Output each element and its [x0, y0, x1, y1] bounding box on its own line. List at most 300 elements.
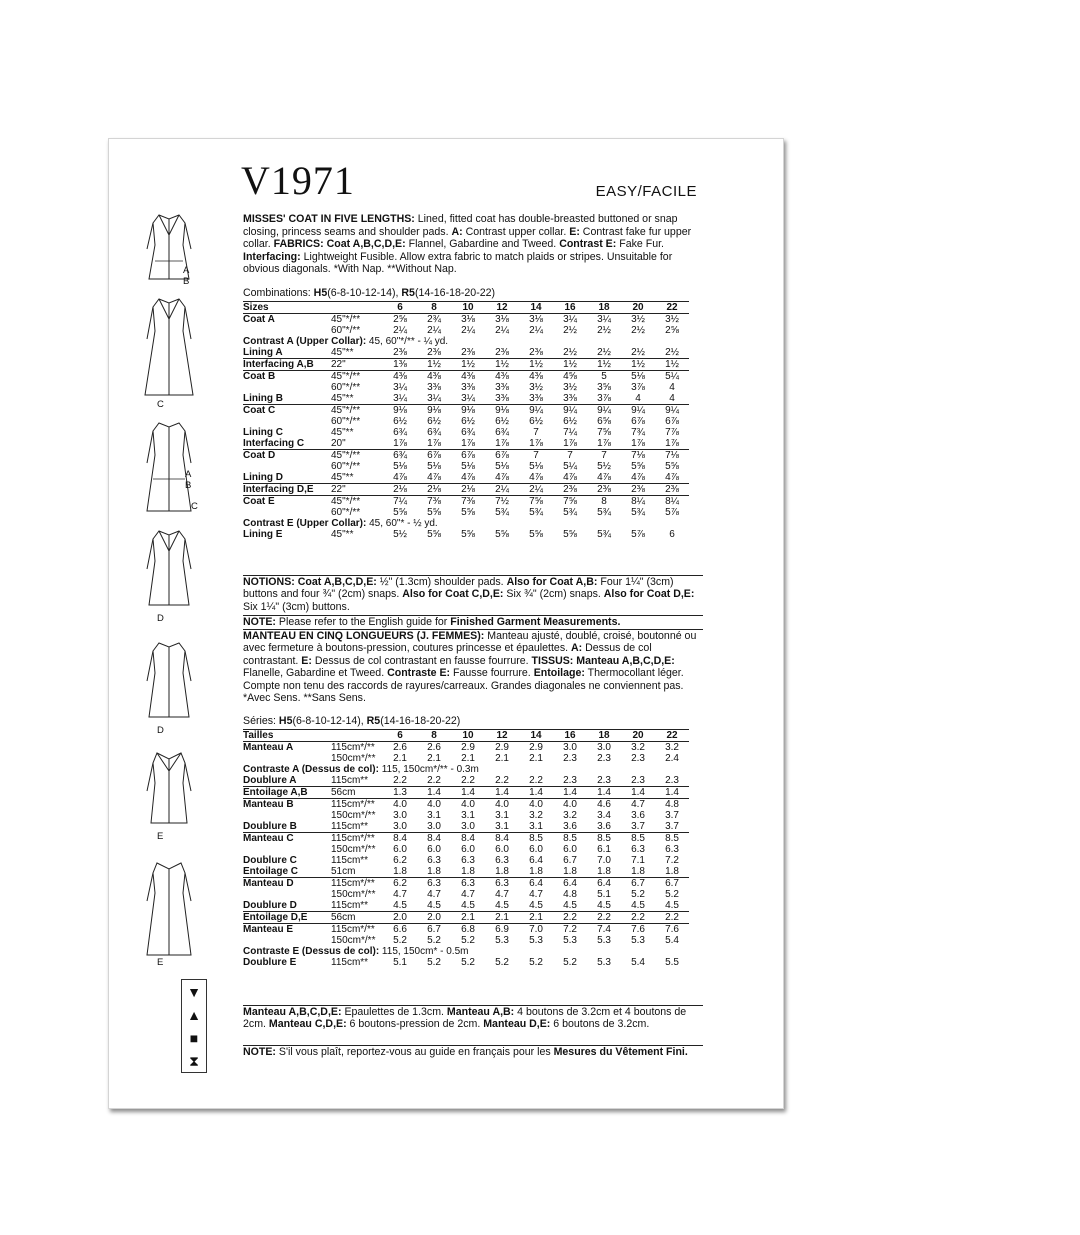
row-label: Entoilage A,B [243, 787, 308, 798]
yardage-cell: 4⅞ [665, 472, 679, 483]
yardage-cell: 4.7 [631, 799, 645, 810]
table-row [243, 753, 689, 764]
thumb-label: C [191, 501, 198, 512]
yardage-cell: 2⅜ [665, 484, 679, 495]
yardage-cell: 1½ [597, 359, 611, 370]
table-row [243, 325, 689, 336]
row-text: 45, 60"* - ½ yd. [366, 518, 438, 529]
size-header: 14 [530, 302, 542, 313]
yardage-cell: 1.4 [563, 787, 577, 798]
yardage-cell: 2.9 [461, 742, 475, 753]
yardage-cell: 6.3 [665, 844, 679, 855]
yardage-cell: 4⅞ [597, 472, 611, 483]
yardage-cell: 5.3 [563, 935, 577, 946]
yardage-cell: 4 [635, 393, 641, 404]
english-description: MISSES' COAT IN FIVE LENGTHS: Lined, fitted coat has double-breasted buttoned or snap closing, princess seams and shoulder pads. A: Contrast upper collar. E: Contrast fake fur upper collar. FABRICS: Coat A,B,C,D,E: Flannel, Gabardine and Tweed. Contrast E: Fake Fur. Interfacing: Lightweight Fusible. Allow extra fabric to match plaids or stripes. Unsuitable for obvious diagonals. *With Nap. **Without Nap. [243, 213, 692, 275]
row-text: 115, 150cm*/** - 0.3m [378, 764, 479, 775]
yardage-cell: 6.0 [427, 844, 441, 855]
table-row [243, 810, 689, 821]
yardage-cell: 2¼ [427, 325, 441, 336]
yardage-cell: 4.0 [495, 799, 509, 810]
yardage-cell: 6½ [495, 416, 509, 427]
yardage-cell: 4.5 [563, 900, 577, 911]
yardage-cell: 5.2 [427, 935, 441, 946]
yardage-cell: 6⅞ [461, 450, 475, 461]
yardage-cell: 3¼ [393, 382, 407, 393]
yardage-cell: 7.6 [631, 924, 645, 935]
table-row [243, 347, 689, 359]
yardage-cell: 8¼ [665, 496, 679, 507]
fabric-width: 45"** [331, 472, 354, 483]
yardage-cell: 1½ [563, 359, 577, 370]
table-row [243, 775, 689, 787]
yardage-cell: 1.4 [427, 787, 441, 798]
yardage-cell: 7¾ [631, 427, 645, 438]
yardage-cell: 3⅞ [597, 393, 611, 404]
yardage-cell: 1.8 [597, 866, 611, 877]
header-label: Tailles [243, 730, 274, 741]
row-label [243, 382, 331, 393]
fabric-width: 45"*/** [331, 450, 361, 461]
yardage-cell: 3.4 [597, 810, 611, 821]
yardage-cell: 6½ [393, 416, 407, 427]
yardage-cell: 1.8 [563, 866, 577, 877]
yardage-cell: 7⅞ [665, 427, 679, 438]
row-label: Doublure E [243, 957, 297, 968]
yardage-cell: 7 [533, 450, 539, 461]
yardage-cell: 5.2 [563, 957, 577, 968]
size-header: 20 [632, 302, 644, 313]
triangle-down-icon: ▼ [187, 983, 201, 1000]
size-header: 18 [598, 302, 610, 313]
fabric-width: 60"*/** [331, 382, 361, 393]
yardage-cell: 3¼ [563, 314, 577, 325]
yardage-cell: 6.4 [529, 855, 543, 866]
yardage-cell: 7⅜ [427, 496, 441, 507]
yardage-cell: 3⅝ [597, 382, 611, 393]
yardage-cell: 9¼ [631, 405, 645, 416]
yardage-cell: 6.7 [427, 924, 441, 935]
yardage-cell: 8.5 [563, 833, 577, 844]
table-row [243, 336, 689, 347]
yardage-cell: 5⅝ [461, 529, 475, 540]
yardage-cell: 1⅞ [597, 438, 611, 449]
table-row [243, 507, 689, 518]
row-label [243, 507, 331, 518]
yardage-cell: 7⅜ [461, 496, 475, 507]
yardage-cell: 4 [669, 393, 675, 404]
fabric-width: 150cm*/** [331, 889, 376, 900]
fabric-width: 60"*/** [331, 416, 361, 427]
yardage-cell: 4⅞ [529, 472, 543, 483]
row-label: Contraste A (Dessus de col): [243, 764, 379, 775]
fabric-width: 115cm** [331, 855, 369, 866]
yardage-cell: 5.1 [393, 957, 407, 968]
row-label: Manteau A [243, 742, 294, 753]
yardage-cell: 6¾ [393, 450, 407, 461]
yardage-cell: 1½ [495, 359, 509, 370]
note-french: NOTE: S'il vous plaît, reportez-vous au guide en français pour les Mesures du Vêtement Fini. [243, 1045, 703, 1058]
table-row [243, 900, 689, 912]
size-header: 16 [564, 302, 576, 313]
yardage-cell: 6.0 [563, 844, 577, 855]
size-header: 8 [431, 302, 437, 313]
fabric-width: 56cm [331, 787, 356, 798]
yardage-cell: 2.2 [427, 775, 441, 786]
yardage-cell: 3.0 [597, 742, 611, 753]
yardage-cell: 7.1 [631, 855, 645, 866]
notions-french: Manteau A,B,C,D,E: Epaulettes de 1.3cm. Manteau A,B: 4 boutons de 3.2cm et 4 boutons de 2cm. Manteau C,D,E: 6 boutons-pression de 2cm. Manteau D,E: 6 boutons de 3.2cm. [243, 1005, 703, 1031]
yardage-cell: 5⅛ [427, 461, 441, 472]
yardage-cell: 3⅜ [461, 382, 475, 393]
yardage-cell: 2.9 [529, 742, 543, 753]
yardage-cell: 1.4 [631, 787, 645, 798]
yardage-cell: 4.5 [597, 900, 611, 911]
yardage-cell: 1.8 [631, 866, 645, 877]
row-label: Doublure A [243, 775, 297, 786]
fabric-width: 150cm*/** [331, 935, 376, 946]
fabric-width: 45"** [331, 529, 354, 540]
yardage-cell: 2.2 [631, 912, 645, 923]
yardage-cell: 2¼ [495, 484, 509, 495]
yardage-cell: 4⅜ [461, 371, 475, 382]
yardage-cell: 8.5 [631, 833, 645, 844]
yardage-cell: 1½ [631, 359, 645, 370]
fabric-width: 56cm [331, 912, 356, 923]
yardage-cell: 5¾ [597, 507, 611, 518]
yardage-cell: 2⅜ [529, 347, 543, 358]
yardage-cell: 2⅜ [563, 484, 577, 495]
yardage-cell: 3¼ [597, 314, 611, 325]
yardage-cell: 3½ [529, 382, 543, 393]
yardage-cell: 3¼ [461, 393, 475, 404]
coat-abc-back-thumbnail [129, 419, 209, 524]
fabric-width: 150cm*/** [331, 753, 376, 764]
yardage-cell: 6.2 [393, 855, 407, 866]
yardage-cell: 6⅞ [495, 450, 509, 461]
yardage-cell: 2.3 [563, 753, 577, 764]
yardage-cell: 6.3 [427, 855, 441, 866]
yardage-cell: 7⅝ [563, 496, 577, 507]
yardage-cell: 6⅞ [665, 416, 679, 427]
yardage-cell: 4.5 [495, 900, 509, 911]
yardage-cell: 4.7 [529, 889, 543, 900]
yardage-cell: 2¼ [529, 484, 543, 495]
size-header: 22 [666, 302, 678, 313]
yardage-cell: 3¼ [427, 393, 441, 404]
yardage-cell: 5.3 [597, 935, 611, 946]
yardage-cell: 4⅜ [529, 371, 543, 382]
row-label: Coat B [243, 371, 276, 382]
yardage-cell: 4.5 [665, 900, 679, 911]
yardage-cell: 4⅞ [461, 472, 475, 483]
yardage-cell: 6⅞ [427, 450, 441, 461]
yardage-cell: 6.4 [529, 878, 543, 889]
yardage-cell: 1⅞ [529, 438, 543, 449]
yardage-cell: 4.5 [393, 900, 407, 911]
fabric-width: 45"*/** [331, 496, 361, 507]
fabric-width: 150cm*/** [331, 810, 376, 821]
table-row [243, 924, 689, 936]
yardage-cell: 2.0 [427, 912, 441, 923]
yardage-cell: 8.5 [665, 833, 679, 844]
yardage-cell: 5⅝ [427, 507, 441, 518]
size-header: 20 [632, 730, 644, 741]
yardage-cell: 1½ [461, 359, 475, 370]
yardage-cell: 6.7 [665, 878, 679, 889]
yardage-cell: 4⅞ [393, 472, 407, 483]
square-icon: ■ [189, 1029, 199, 1046]
yardage-cell: 2.3 [665, 775, 679, 786]
yardage-cell: 1½ [427, 359, 441, 370]
table-row [243, 405, 689, 417]
yardage-cell: 6.8 [461, 924, 475, 935]
yardage-cell: 6.1 [597, 844, 611, 855]
yardage-cell: 5⅝ [631, 461, 645, 472]
table-row [243, 742, 689, 754]
yardage-cell: 5.1 [597, 889, 611, 900]
thumb-label: D [157, 725, 164, 736]
yardage-cell: 9¼ [529, 405, 543, 416]
yardage-cell: 3.0 [461, 821, 475, 832]
yardage-cell: 2⅜ [495, 347, 509, 358]
yardage-cell: 4⅜ [495, 371, 509, 382]
yardage-cell: 3.1 [495, 810, 509, 821]
yardage-cell: 2.1 [427, 753, 441, 764]
fabric-width: 60"*/** [331, 325, 361, 336]
fabric-width: 22" [331, 359, 346, 370]
row-label: Manteau C [243, 833, 294, 844]
size-header: 18 [598, 730, 610, 741]
row-label: Doublure B [243, 821, 297, 832]
yardage-cell: 5¾ [597, 529, 611, 540]
yardage-cell: 6.3 [495, 878, 509, 889]
yardage-cell: 3.1 [427, 810, 441, 821]
row-text: 115, 150cm* - 0.5m [379, 946, 469, 957]
yardage-cell: 1⅞ [665, 438, 679, 449]
yardage-cell: 4.7 [393, 889, 407, 900]
yardage-cell: 4.0 [427, 799, 441, 810]
table-row [243, 821, 689, 833]
yardage-cell: 5.3 [631, 935, 645, 946]
symbol-legend [181, 979, 207, 1073]
thumb-label: D [157, 613, 164, 624]
yardage-cell: 3.2 [529, 810, 543, 821]
yardage-cell: 4.5 [461, 900, 475, 911]
pattern-number: V1971 [241, 158, 355, 203]
yardage-cell: 3.0 [393, 821, 407, 832]
yardage-cell: 2.1 [393, 753, 407, 764]
yardage-cell: 3.2 [631, 742, 645, 753]
thumb-label: C [157, 399, 164, 410]
fabric-width: 115cm** [331, 775, 369, 786]
row-label [243, 753, 331, 764]
yardage-cell: 9¼ [597, 405, 611, 416]
fabric-width: 150cm*/** [331, 844, 376, 855]
yardage-cell: 5⅝ [393, 507, 407, 518]
table-row [243, 393, 689, 405]
yardage-cell: 6.9 [495, 924, 509, 935]
description-title: MISSES' COAT IN FIVE LENGTHS: [243, 213, 415, 225]
yardage-cell: 9⅛ [427, 405, 441, 416]
row-label: Lining B [243, 393, 283, 404]
yardage-cell: 7⅛ [631, 450, 645, 461]
row-label [243, 844, 331, 855]
yardage-cell: 3½ [665, 314, 679, 325]
yardage-cell: 8¼ [631, 496, 645, 507]
yardage-cell: 3.6 [631, 810, 645, 821]
table-row [243, 764, 689, 775]
yardage-cell: 2.2 [597, 912, 611, 923]
yardage-cell: 7⅝ [597, 427, 611, 438]
fabric-width: 115cm*/** [331, 924, 375, 935]
yardage-cell: 7 [601, 450, 607, 461]
yardage-cell: 2.0 [393, 912, 407, 923]
yardage-cell: 1½ [665, 359, 679, 370]
yardage-cell: 3⅜ [495, 393, 509, 404]
yardage-cell: 4⅜ [427, 371, 441, 382]
yardage-cell: 1⅞ [461, 438, 475, 449]
yardage-cell: 7.6 [665, 924, 679, 935]
table-row [243, 472, 689, 484]
yardage-cell: 1⅜ [393, 359, 407, 370]
yardage-cell: 5¾ [529, 507, 543, 518]
yardage-cell: 9⅛ [461, 405, 475, 416]
yardage-cell: 2¼ [461, 325, 475, 336]
yardage-cell: 4⅞ [631, 472, 645, 483]
yardage-cell: 3.1 [461, 810, 475, 821]
yardage-cell: 4.0 [529, 799, 543, 810]
yardage-cell: 2½ [665, 347, 679, 358]
header-label: Sizes [243, 302, 269, 313]
triangle-up-icon: ▲ [187, 1006, 201, 1023]
yardage-cell: 6½ [461, 416, 475, 427]
yardage-cell: 6.0 [495, 844, 509, 855]
yardage-cell: 6.2 [393, 878, 407, 889]
size-header: 8 [431, 730, 437, 741]
yardage-cell: 2⅜ [631, 484, 645, 495]
yardage-cell: 5⅛ [529, 461, 543, 472]
yardage-cell: 3⅜ [563, 393, 577, 404]
row-label: Manteau E [243, 924, 294, 935]
fabric-width: 115cm** [331, 821, 369, 832]
thumb-label: B [183, 276, 190, 287]
yardage-cell: 4⅜ [393, 371, 407, 382]
yardage-cell: 6½ [563, 416, 577, 427]
yardage-cell: 2⅜ [461, 347, 475, 358]
table-row [243, 371, 689, 383]
row-label: Lining A [243, 347, 283, 358]
yardage-cell: 7 [533, 427, 539, 438]
yardage-cell: 2.1 [461, 912, 475, 923]
table-row [243, 518, 689, 529]
yardage-cell: 4.6 [597, 799, 611, 810]
yardage-cell: 6.0 [461, 844, 475, 855]
size-header: 10 [462, 730, 474, 741]
table-row [243, 359, 689, 371]
fabric-width: 45"*/** [331, 371, 361, 382]
yardage-cell: 5.2 [665, 889, 679, 900]
yardage-cell: 2⅛ [427, 484, 441, 495]
yardage-cell: 3⅜ [495, 382, 509, 393]
fabric-width: 115cm*/** [331, 878, 375, 889]
yardage-cell: 2⅛ [461, 484, 475, 495]
yardage-cell: 6.4 [563, 878, 577, 889]
yardage-cell: 7¼ [393, 496, 407, 507]
yardage-cell: 2.4 [665, 753, 679, 764]
fabric-width: 60"*/** [331, 507, 361, 518]
yardage-cell: 5⅝ [529, 529, 543, 540]
coat-d-thumbnail [129, 527, 209, 622]
yardage-cell: 4.7 [461, 889, 475, 900]
yardage-cell: 3⅜ [529, 393, 543, 404]
yardage-cell: 8.5 [597, 833, 611, 844]
yardage-cell: 5¾ [495, 507, 509, 518]
yardage-cell: 4.7 [427, 889, 441, 900]
row-label: Lining E [243, 529, 283, 540]
fabric-width: 115cm*/** [331, 742, 375, 753]
yardage-cell: 2.6 [427, 742, 441, 753]
yardage-cell: 3⅛ [461, 314, 475, 325]
yardage-cell: 3½ [631, 314, 645, 325]
thumb-label: A [185, 469, 192, 480]
fabric-width: 115cm*/** [331, 799, 375, 810]
yardage-cell: 2¼ [529, 325, 543, 336]
fabric-width: 45"*/** [331, 314, 361, 325]
yardage-cell: 9¼ [665, 405, 679, 416]
difficulty-level: EASY/FACILE [595, 183, 697, 200]
yardage-cell: 2.3 [631, 753, 645, 764]
yardage-cell: 3.0 [563, 742, 577, 753]
yardage-cell: 5.3 [529, 935, 543, 946]
yardage-cell: 1.4 [665, 787, 679, 798]
yardage-cell: 1½ [529, 359, 543, 370]
yardage-cell: 6.3 [461, 878, 475, 889]
coat-ab-thumbnail [129, 209, 209, 294]
table-row [243, 461, 689, 472]
combinations-line: Combinations: H5(6-8-10-12-14), R5(14-16-18-20-22) [243, 287, 496, 299]
yardage-cell: 3.1 [529, 821, 543, 832]
row-label: Contraste E (Dessus de col): [243, 946, 380, 957]
coat-c-thumbnail [129, 295, 209, 410]
row-text: 45, 60"*/** - ¼ yd. [366, 336, 449, 347]
yardage-cell: 5 [601, 371, 607, 382]
table-row [243, 935, 689, 946]
yardage-cell: 5⅝ [461, 507, 475, 518]
yardage-cell: 6.4 [597, 878, 611, 889]
yardage-cell: 9⅛ [393, 405, 407, 416]
yardage-cell: 4.7 [495, 889, 509, 900]
size-header: 22 [666, 730, 678, 741]
yardage-cell: 1.8 [393, 866, 407, 877]
yardage-cell: 1.8 [461, 866, 475, 877]
row-label: Doublure C [243, 855, 297, 866]
yardage-cell: 5.4 [631, 957, 645, 968]
fabric-width: 115cm** [331, 957, 369, 968]
yardage-cell: 5.3 [495, 935, 509, 946]
yardage-table-english [243, 301, 689, 540]
yardage-cell: 1.4 [461, 787, 475, 798]
yardage-cell: 5⅛ [495, 461, 509, 472]
yardage-cell: 4.0 [461, 799, 475, 810]
fabric-width: 60"*/** [331, 461, 361, 472]
yardage-cell: 6.0 [393, 844, 407, 855]
yardage-cell: 5.5 [665, 957, 679, 968]
table-row [243, 799, 689, 811]
yardage-cell: 2¾ [427, 314, 441, 325]
yardage-cell: 3⅛ [495, 314, 509, 325]
table-row [243, 957, 689, 968]
